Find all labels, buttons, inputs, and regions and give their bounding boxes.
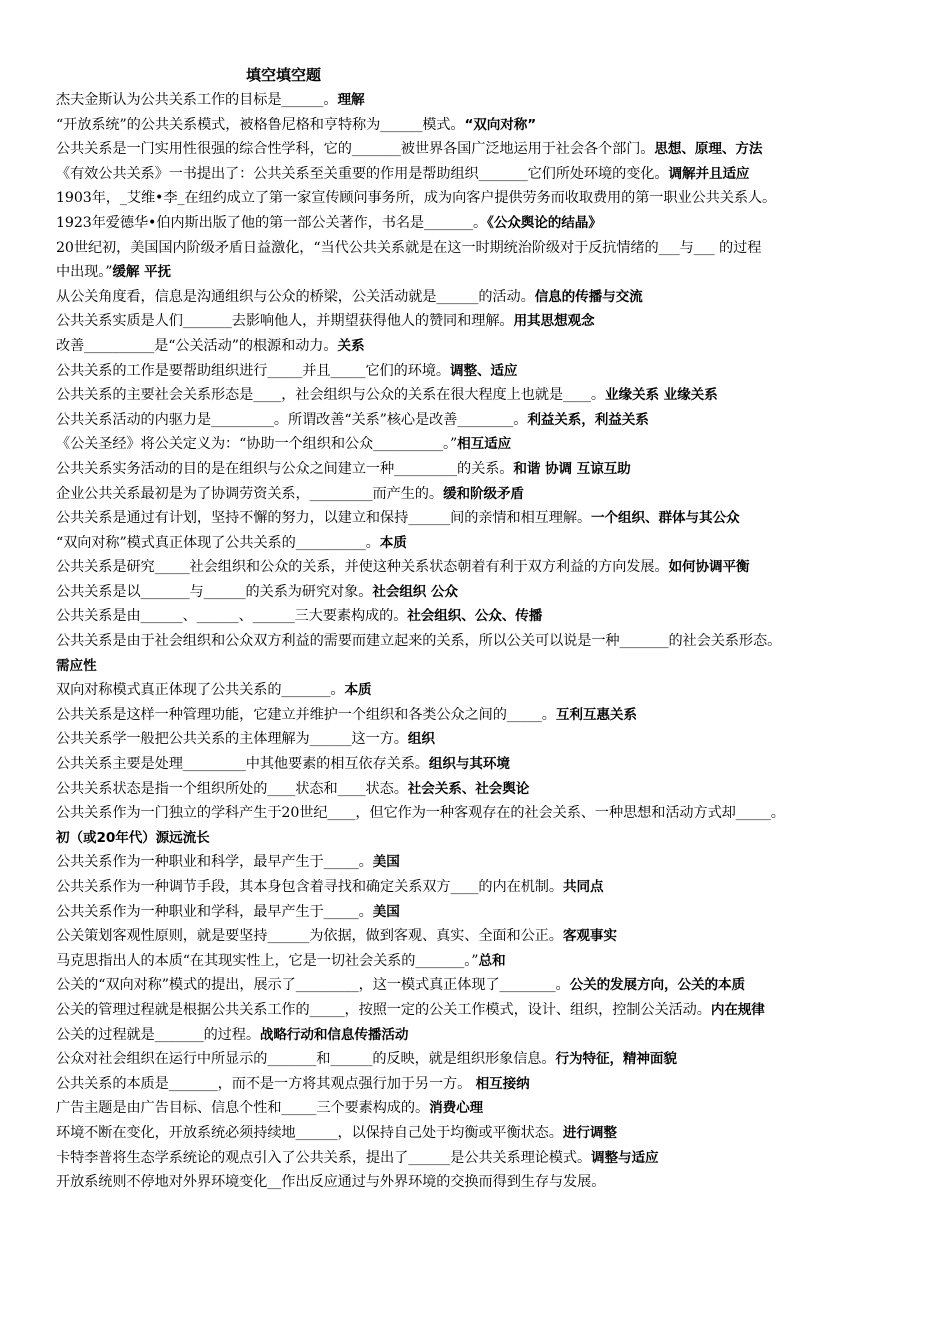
question-text: 公共关系是通过有计划，坚持不懈的努力，以建立和保持______间的亲情和相互理解。 xyxy=(56,510,592,527)
question-text: 马克思指出人的本质“在其现实性上，它是一切社会关系的_______。” xyxy=(56,952,479,969)
answer-text: 组织与其环境 xyxy=(428,756,510,773)
answer-text: 初（或20年代）源远流长 xyxy=(56,829,210,846)
question-line xyxy=(56,875,918,900)
question-text: 公共关系作为一门独立的学科产生于20世纪____，但它作为一种客观存在的社会关系、一种思想和活动方式却_____。 xyxy=(56,805,785,822)
answer-text: 调整、适应 xyxy=(449,362,518,379)
question-text: 开放系统则不停地对外界环境变化__作出反应通过与外界环境的交换而得到生存与发展。 xyxy=(56,1174,606,1191)
question-text: 公共关系实质是人们_______去影响他人，并期望获得他人的赞同和理解。 xyxy=(56,313,514,330)
question-line xyxy=(56,408,918,433)
answer-text: 用其思想观念 xyxy=(513,313,595,330)
question-line xyxy=(56,703,918,728)
answer-text: 相互适应 xyxy=(457,436,512,453)
question-line xyxy=(56,285,918,310)
question-text: 公众对社会组织在运行中所显示的_______和______的反映，就是组织形象信息。 xyxy=(56,1051,556,1068)
answer-text: 关系 xyxy=(337,337,365,354)
question-text: 公共关系是研究_____社会组织和公众的关系，并使这种关系状态朝着有利于双方利益的方向发展。 xyxy=(56,559,669,576)
question-line xyxy=(56,1023,918,1048)
question-line xyxy=(56,162,918,187)
question-text: 改善__________是“公关活动”的根源和动力。 xyxy=(56,337,338,354)
answer-text: 社会组织 公众 xyxy=(372,583,458,600)
answer-text: 社会组织、公众、传播 xyxy=(407,608,543,625)
answer-text: 内在规律 xyxy=(710,1001,765,1018)
question-text: 环境不断在变化，开放系统必须持续地______，以保持自己处于均衡或平衡状态。 xyxy=(56,1124,563,1141)
question-line xyxy=(56,1072,918,1097)
question-text: 双向对称模式真正体现了公共关系的_______。 xyxy=(56,682,345,699)
question-text: 公共关系活动的内驱力是_________。所谓改善“关系”核心是改善________。 xyxy=(56,411,528,428)
question-line xyxy=(56,826,918,851)
question-text: 公共关系作为一种职业和科学，最早产生于_____。 xyxy=(56,854,373,871)
answer-text: 美国 xyxy=(372,903,400,920)
answer-text: 总和 xyxy=(478,952,506,969)
question-text: 杰夫金斯认为公共关系工作的目标是______。 xyxy=(56,92,338,108)
question-line xyxy=(56,555,918,580)
question-line xyxy=(56,998,918,1023)
answer-text: 理解 xyxy=(337,92,365,108)
question-text: 公关策划客观性原则，就是要坚持______为依据，做到客观、真实、全面和公正。 xyxy=(56,928,563,945)
answer-text: 信息的传播与交流 xyxy=(534,288,643,305)
question-line xyxy=(56,654,918,679)
question-line xyxy=(56,506,918,531)
question-line xyxy=(56,309,918,334)
question-text: 公共关系是一门实用性很强的综合性学科，它的_______被世界各国广泛地运用于社会各个部门。 xyxy=(56,141,655,158)
question-text: 中出现。” xyxy=(56,264,113,281)
question-line xyxy=(56,752,918,777)
answer-text: 共同点 xyxy=(562,879,604,895)
answer-text: 一个组织、群体与其公众 xyxy=(591,510,740,527)
answer-text: 需应性 xyxy=(56,657,97,674)
page-title: 填空填空题 xyxy=(246,66,322,84)
question-line xyxy=(56,678,918,703)
question-text: 公共关系的主要社会关系形态是____，社会组织与公众的关系在很大程度上也就是____。 xyxy=(56,387,606,404)
question-line xyxy=(56,211,918,236)
question-line xyxy=(56,260,918,285)
question-line xyxy=(56,1146,918,1171)
question-line xyxy=(56,1047,918,1072)
answer-text: 本质 xyxy=(379,534,407,551)
question-line xyxy=(56,457,918,482)
question-text: 公共关系是由于社会组织和公众双方利益的需要而建立起来的关系，所以公关可以说是一种_______的社会关系形态。 xyxy=(56,633,782,650)
answer-text: 调整与适应 xyxy=(591,1149,659,1166)
question-line xyxy=(56,482,918,507)
question-line xyxy=(56,604,918,629)
question-text: 公共关系是由______、______、______三大要素构成的。 xyxy=(56,608,408,625)
question-line xyxy=(56,850,918,875)
question-text: 1923年爱德华•伯内斯出版了他的第一部公关著作，书名是_______。 xyxy=(56,214,488,231)
question-text: 20世纪初，美国国内阶级矛盾日益激化，“当代公共关系就是在这一时期统治阶级对于反抗情绪的___与___ 的过程 xyxy=(56,239,762,256)
question-line xyxy=(56,113,918,138)
question-line xyxy=(56,727,918,752)
question-text: 公共关系是以_______与______的关系为研究对象。 xyxy=(56,583,373,600)
answer-text: 美国 xyxy=(372,854,400,871)
question-line xyxy=(56,973,918,998)
question-line xyxy=(56,629,918,654)
question-line xyxy=(56,900,918,925)
question-text: 公关的“双向对称”模式的提出，展示了_________，这一模式真正体现了________。 xyxy=(56,977,570,994)
question-text: 公共关系主要是处理_________中其他要素的相互依存关系。 xyxy=(56,756,429,773)
question-line xyxy=(56,1170,918,1195)
answer-text: 思想、原理、方法 xyxy=(654,141,763,158)
answer-text: 社会关系、社会舆论 xyxy=(407,780,530,797)
question-text: 公关的管理过程就是根据公共关系工作的_____，按照一定的公关工作模式，设计、组织，控制公关活动。 xyxy=(56,1001,711,1018)
question-line xyxy=(56,383,918,408)
answer-text: 《公众舆论的结晶》 xyxy=(487,214,602,231)
answer-text: 公关的发展方向，公关的本质 xyxy=(569,977,745,994)
question-line xyxy=(56,1121,918,1146)
question-text: 卡特李普将生态学系统论的观点引入了公共关系，提出了______是公共关系理论模式。 xyxy=(56,1149,592,1166)
question-line xyxy=(56,1096,918,1121)
question-text: 公共关系作为一种职业和学科，最早产生于_____。 xyxy=(56,903,373,920)
question-line xyxy=(56,334,918,359)
question-line xyxy=(56,580,918,605)
question-text: 《有效公共关系》一书提出了：公共关系至关重要的作用是帮助组织_______它们所处环境的变化。 xyxy=(56,165,669,182)
answer-text: 行为特征，精神面貌 xyxy=(555,1051,677,1068)
question-text: 广告主题是由广告目标、信息个性和_____三个要素构成的。 xyxy=(56,1100,430,1117)
question-line xyxy=(56,88,918,113)
question-line xyxy=(56,777,918,802)
answer-text: 利益关系，利益关系 xyxy=(527,411,649,428)
question-text: 公共关系作为一种调节手段，其本身包含着寻找和确定关系双方____的内在机制。 xyxy=(56,879,563,895)
question-text: 从公关角度看，信息是沟通组织与公众的桥梁，公关活动就是______的活动。 xyxy=(56,288,535,305)
question-line xyxy=(56,359,918,384)
answer-text: 缓和阶级矛盾 xyxy=(442,485,524,502)
answer-text: 本质 xyxy=(344,682,372,699)
question-list xyxy=(56,88,918,1195)
answer-text: 调解并且适应 xyxy=(668,165,750,182)
question-text: “开放系统”的公共关系模式，被格鲁尼格和亨特称为______模式。 xyxy=(56,116,465,133)
question-text: 《公关圣经》将公关定义为：“协助一个组织和公众__________。” xyxy=(56,436,458,453)
answer-text: 相互接纳 xyxy=(475,1075,530,1092)
question-text: 1903年，_艾维•李_在纽约成立了第一家宣传顾问事务所，成为向客户提供劳务而收取费用的第一职业公共关系人。 xyxy=(56,190,777,207)
question-line xyxy=(56,801,918,826)
question-line xyxy=(56,949,918,974)
answer-text: 缓解 平抚 xyxy=(112,264,172,281)
answer-text: 组织 xyxy=(407,731,435,748)
question-text: 公共关系的工作是要帮助组织进行_____并且_____它们的环境。 xyxy=(56,362,450,379)
question-text: 公共关系学一般把公共关系的主体理解为______这一方。 xyxy=(56,731,408,748)
answer-text: 客观事实 xyxy=(562,928,617,945)
answer-text: 互利互惠关系 xyxy=(555,706,637,723)
question-text: 公关的过程就是_______的过程。 xyxy=(56,1026,260,1043)
question-line xyxy=(56,924,918,949)
question-text: 公共关系实务活动的目的是在组织与公众之间建立一种_________的关系。 xyxy=(56,460,514,477)
question-text: 公共关系是这样一种管理功能，它建立并维护一个组织和各类公众之间的_____。 xyxy=(56,706,556,723)
answer-text: “双向对称” xyxy=(464,116,537,133)
answer-text: 和谐 协调 互谅互助 xyxy=(513,460,631,477)
question-line xyxy=(56,186,918,211)
question-line xyxy=(56,531,918,556)
question-line xyxy=(56,432,918,457)
question-line xyxy=(56,137,918,162)
question-text: 公共关系的本质是_______，而不是一方将其观点强行加于另一方。 xyxy=(56,1075,476,1092)
answer-text: 战略行动和信息传播活动 xyxy=(259,1026,409,1043)
question-line xyxy=(56,236,918,261)
question-text: “双向对称”模式真正体现了公共关系的__________。 xyxy=(56,534,380,551)
question-text: 企业公共关系最初是为了协调劳资关系，_________而产生的。 xyxy=(56,485,443,502)
answer-text: 业缘关系 业缘关系 xyxy=(605,387,718,404)
question-text: 公共关系状态是指一个组织所处的____状态和____状态。 xyxy=(56,780,408,797)
answer-text: 进行调整 xyxy=(562,1124,617,1141)
answer-text: 如何协调平衡 xyxy=(668,559,750,576)
answer-text: 消费心理 xyxy=(429,1100,484,1117)
